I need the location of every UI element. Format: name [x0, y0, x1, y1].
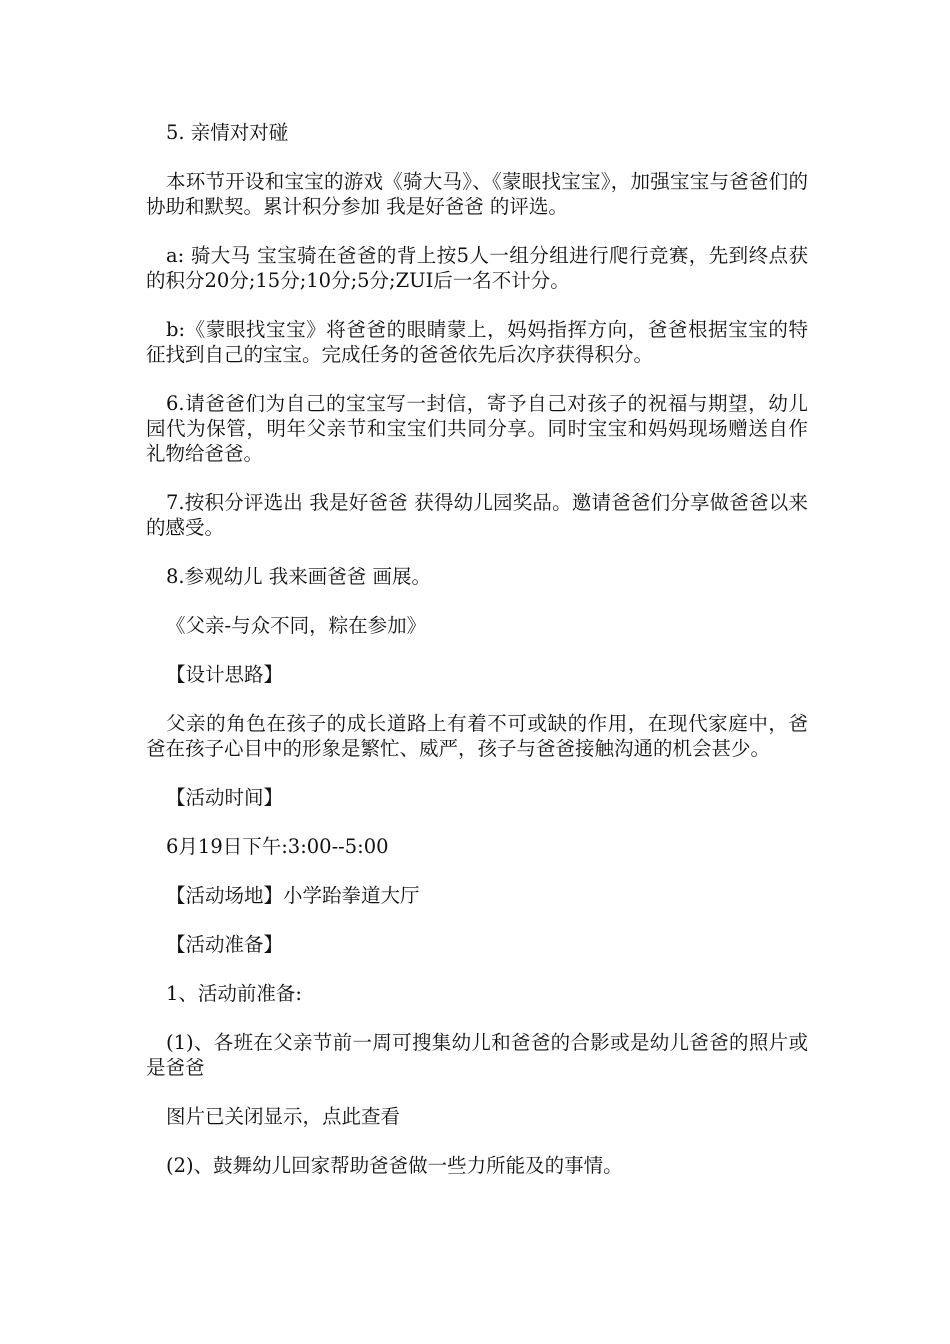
- section-heading: 5. 亲情对对碰: [166, 121, 289, 144]
- paragraph: (2)、鼓舞幼儿回家帮助爸爸做一些力所能及的事情。: [166, 1154, 623, 1177]
- section-heading: 【设计思路】: [166, 663, 284, 686]
- paragraph: a: 骑大马 宝宝骑在爸爸的背上按5人一组分组进行爬行竞赛，先到终点获的积分20分;15分;10分;5分;ZUI后一名不计分。: [146, 244, 808, 292]
- paragraph: 8.参观幼儿 我来画爸爸 画展。: [166, 565, 432, 588]
- section-heading: 【活动准备】: [166, 933, 284, 956]
- document-subtitle: 《父亲-与众不同，粽在参加》: [166, 614, 427, 637]
- paragraph: 7.按积分评选出 我是好爸爸 获得幼儿园奖品。邀请爸爸们分享做爸爸以来的感受。: [146, 491, 808, 539]
- paragraph: 本环节开设和宝宝的游戏《骑大马》、《蒙眼找宝宝》，加强宝宝与爸爸们的协助和默契。累计积分参加 我是好爸爸 的评选。: [146, 170, 808, 218]
- paragraph: 1、活动前准备:: [166, 982, 302, 1005]
- section-heading: 【活动时间】: [166, 786, 284, 809]
- paragraph: 6.请爸爸们为自己的宝宝写一封信，寄予自己对孩子的祝福与期望，幼儿园代为保管，明年父亲节和宝宝们共同分享。同时宝宝和妈妈现场赠送自作礼物给爸爸。: [146, 392, 808, 465]
- paragraph: 父亲的角色在孩子的成长道路上有着不可或缺的作用，在现代家庭中，爸爸在孩子心目中的形象是繁忙、威严，孩子与爸爸接触沟通的机会甚少。: [146, 712, 808, 760]
- paragraph: b:《蒙眼找宝宝》将爸爸的眼睛蒙上，妈妈指挥方向，爸爸根据宝宝的特征找到自己的宝宝。完成任务的爸爸依先后次序获得积分。: [146, 318, 808, 366]
- image-placeholder-link[interactable]: 图片已关闭显示，点此查看: [166, 1105, 401, 1128]
- paragraph: (1)、各班在父亲节前一周可搜集幼儿和爸爸的合影或是幼儿爸爸的照片或是爸爸: [146, 1031, 808, 1079]
- section-heading: 【活动场地】小学跆拳道大厅: [166, 884, 420, 907]
- paragraph: 6月19日下午:3:00--5:00: [166, 835, 389, 858]
